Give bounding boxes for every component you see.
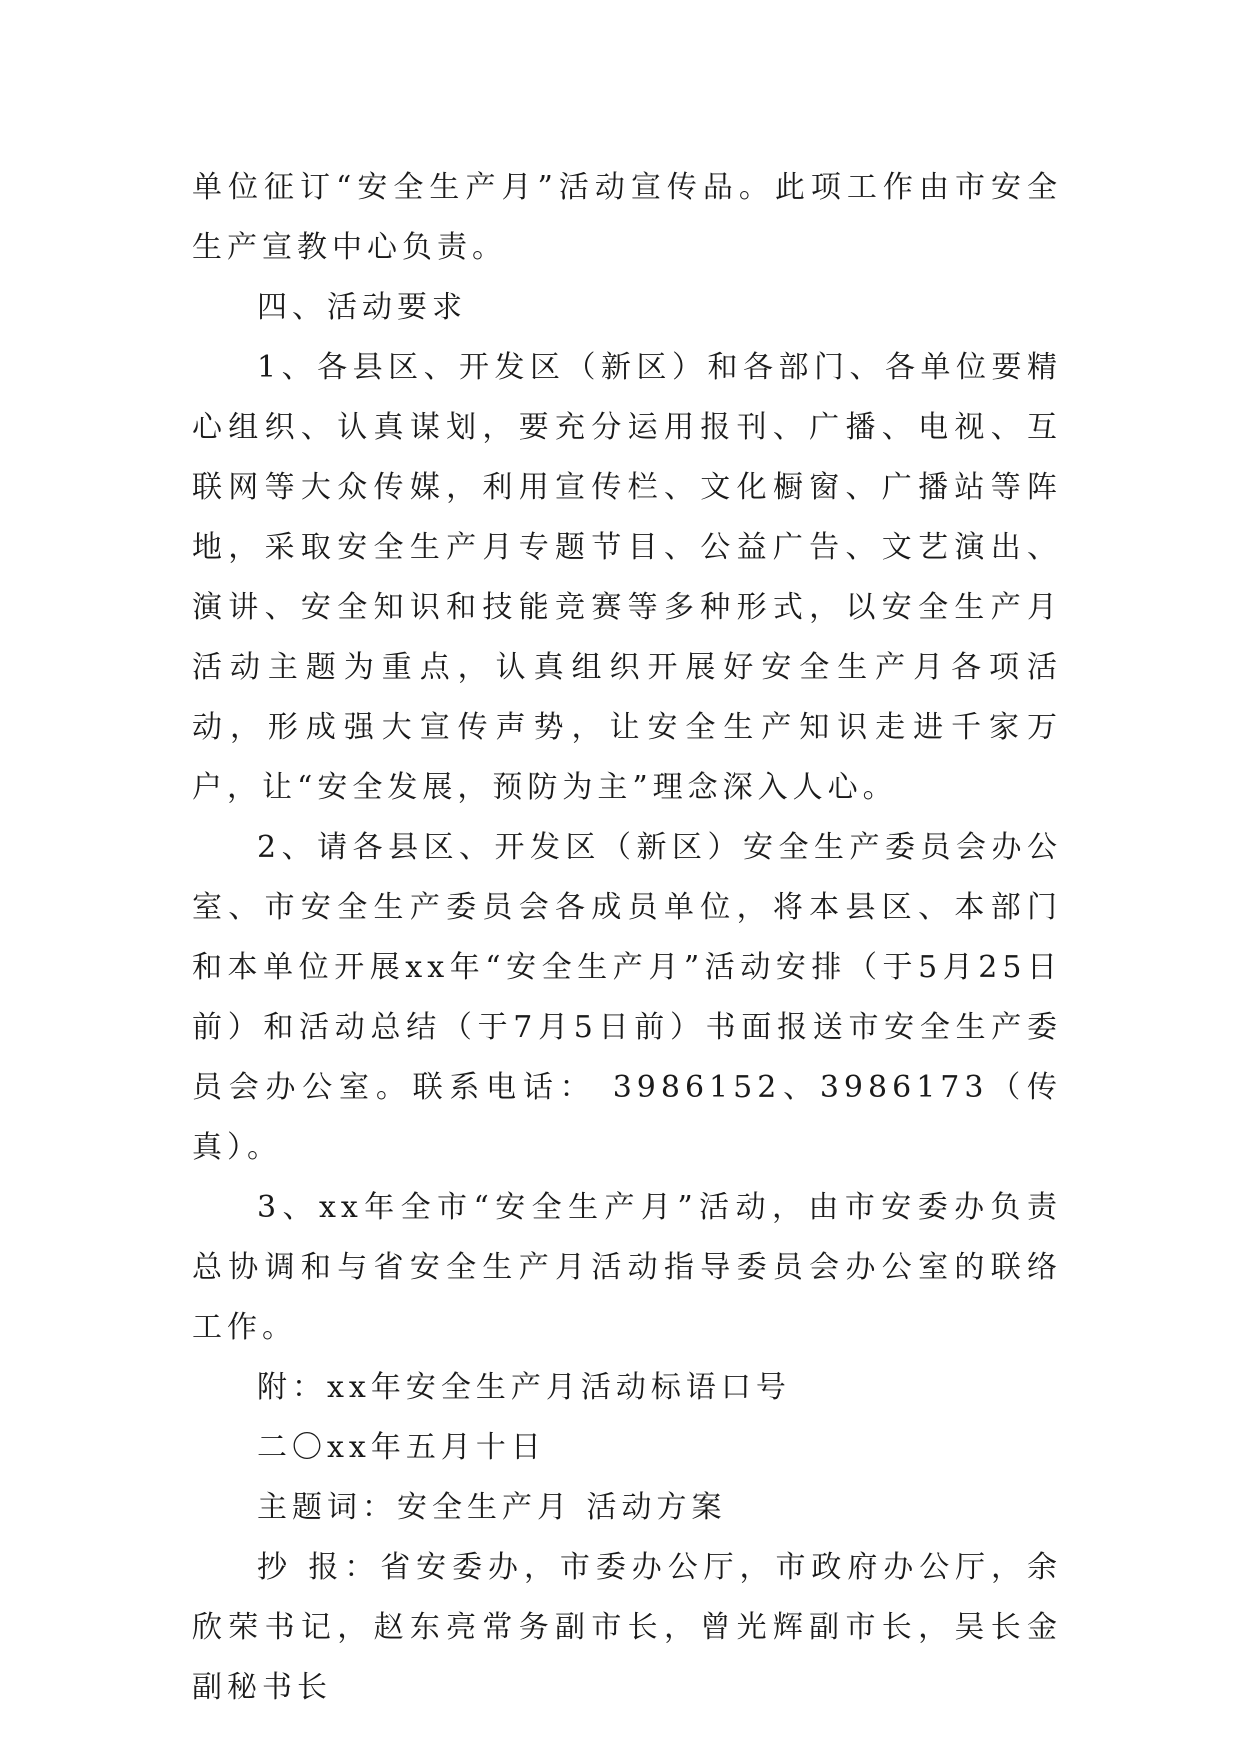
paragraph-requirement-1: 1、各县区、开发区（新区）和各部门、各单位要精心组织、认真谋划，要充分运用报刊、广播、电视、互联网等大众传媒，利用宣传栏、文化橱窗、广播站等阵地，采取安全生产月专题节目、公益广告、文艺演出、演讲、安全知识和技能竞赛等多种形式，以安全生产月活动主题为重点，认真组织开展好安全生产月各项活动，形成强大宣传声势，让安全生产知识走进千家万户，让“安全发展，预防为主”理念深入人心。 <box>192 350 1062 805</box>
attachment-note: 附：xx年安全生产月活动标语口号 <box>257 1370 791 1405</box>
copy-to-list: 抄 报：省安委办，市委办公厅，市政府办公厅，余欣荣书记，赵东亮常务副市长，曾光辉副市长，吴长金副秘书长 <box>192 1550 1062 1705</box>
document-date: 二〇xx年五月十日 <box>257 1430 546 1465</box>
subject-keywords: 主题词：安全生产月 活动方案 <box>257 1490 727 1525</box>
document-body <box>192 158 1062 1718</box>
paragraph-requirement-3: 3、xx年全市“安全生产月”活动，由市安委办负责总协调和与省安全生产月活动指导委员会办公室的联络工作。 <box>192 1190 1062 1345</box>
paragraph-publicity-materials: 单位征订“安全生产月”活动宣传品。此项工作由市安全生产宣教中心负责。 <box>192 170 1062 265</box>
section-heading-activity-requirements: 四、活动要求 <box>257 290 467 325</box>
paragraph-requirement-2: 2、请各县区、开发区（新区）安全生产委员会办公室、市安全生产委员会各成员单位，将本县区、本部门和本单位开展xx年“安全生产月”活动安排（于5月25日前）和活动总结（于7月5日前）书面报送市安全生产委员会办公室。联系电话： 3986152、3986173（传真）。 <box>192 830 1062 1165</box>
